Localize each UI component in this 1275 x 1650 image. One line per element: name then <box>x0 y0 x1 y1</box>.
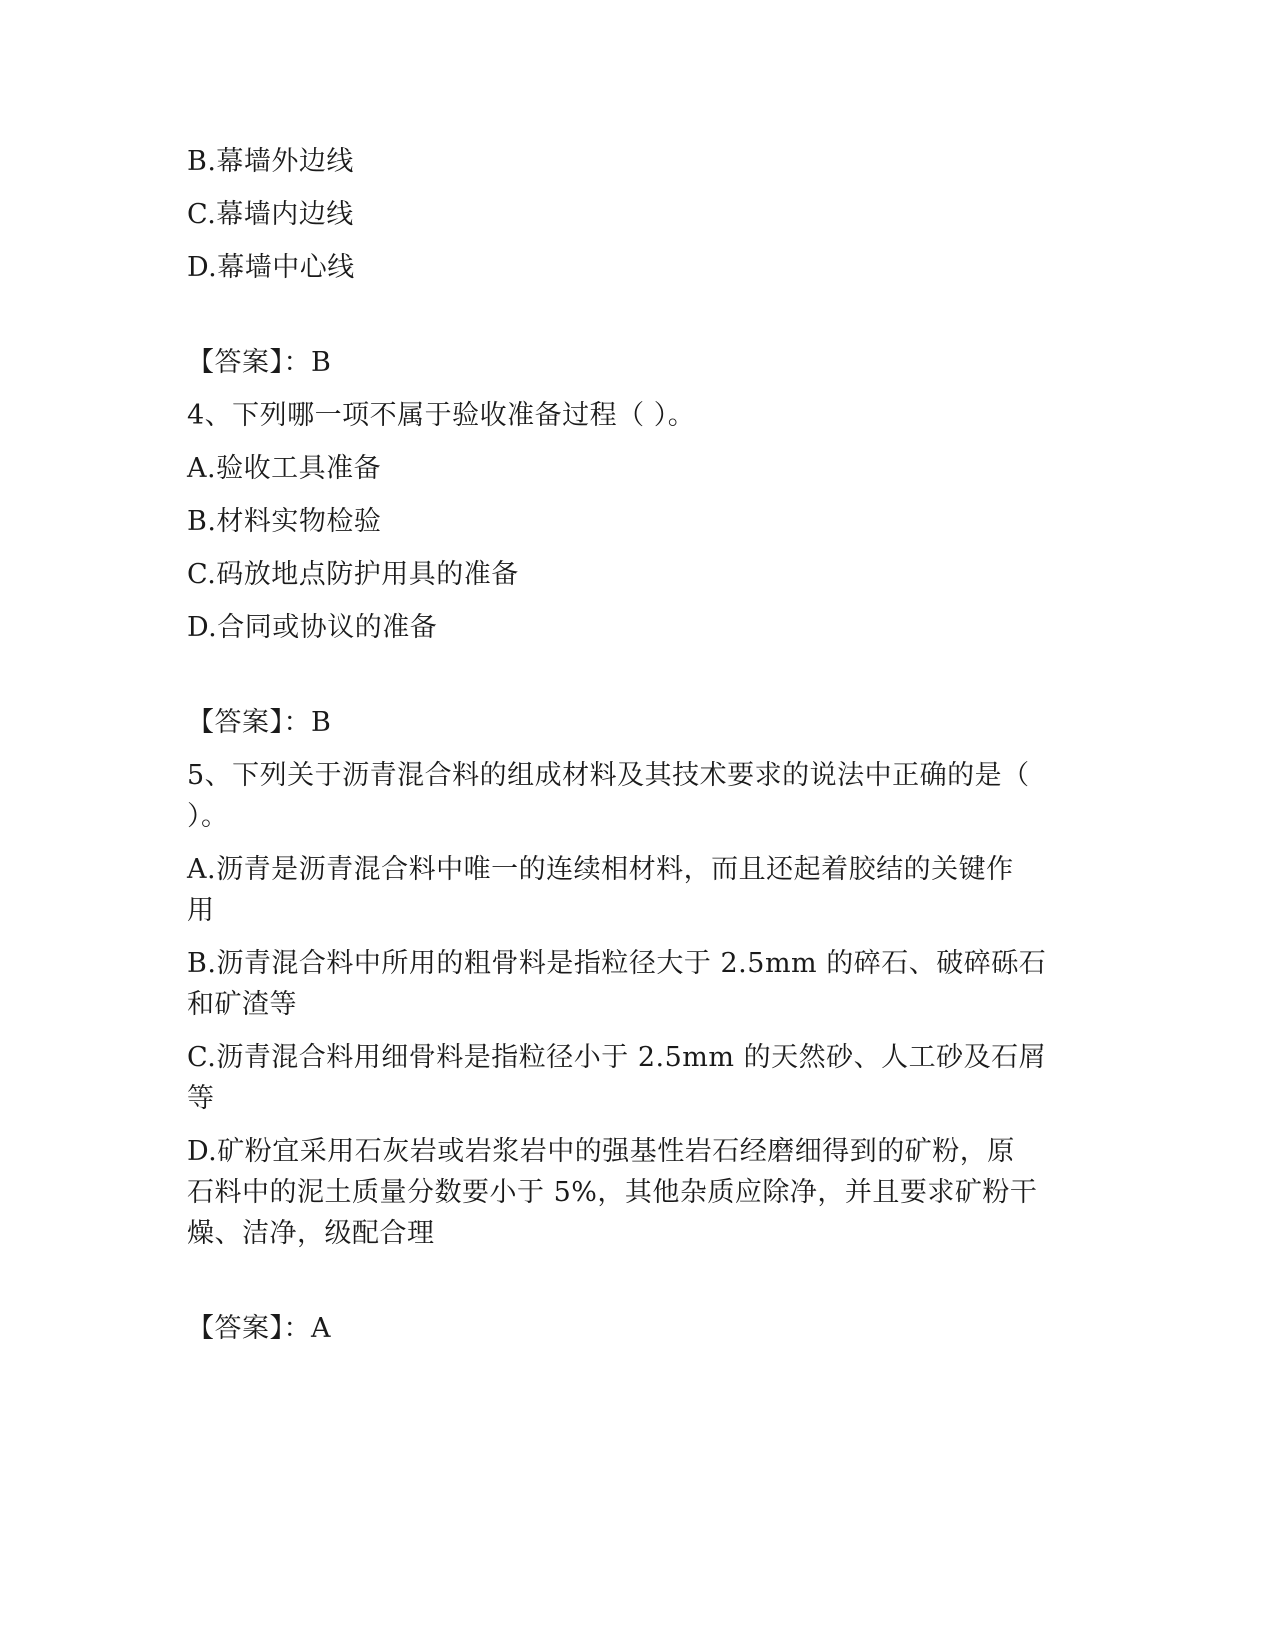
q5-option-b-line2: 和矿渣等 <box>187 989 297 1020</box>
q4-option-a: A.验收工具准备 <box>187 453 382 484</box>
q5-option-d-line2: 石料中的泥土质量分数要小于 5%，其他杂质应除净，并且要求矿粉干 <box>187 1177 1038 1208</box>
q5-option-a-line2: 用 <box>187 895 215 926</box>
q5-stem-line1: 5、下列关于沥青混合料的组成材料及其技术要求的说法中正确的是（ <box>187 760 1030 791</box>
q4-option-b: B.材料实物检验 <box>187 506 382 537</box>
q4-option-c: C.码放地点防护用具的准备 <box>187 559 519 590</box>
q5-option-d-line3: 燥、洁净，级配合理 <box>187 1218 435 1249</box>
q5-option-d-line1: D.矿粉宜采用石灰岩或岩浆岩中的强基性岩石经磨细得到的矿粉，原 <box>187 1136 1015 1167</box>
q5-option-c-line2: 等 <box>187 1083 215 1114</box>
q4-answer: 【答案】：B <box>187 707 332 738</box>
q4-option-d: D.合同或协议的准备 <box>187 612 438 643</box>
q3-answer: 【答案】：B <box>187 347 332 378</box>
q5-option-a-line1: A.沥青是沥青混合料中唯一的连续相材料，而且还起着胶结的关键作 <box>187 854 1014 885</box>
q3-option-b: B.幕墙外边线 <box>187 146 354 177</box>
q5-option-b-line1: B.沥青混合料中所用的粗骨料是指粒径大于 2.5mm 的碎石、破碎砾石 <box>187 948 1047 979</box>
q3-option-c: C.幕墙内边线 <box>187 199 354 230</box>
q5-option-c-line1: C.沥青混合料用细骨料是指粒径小于 2.5mm 的天然砂、人工砂及石屑 <box>187 1042 1047 1073</box>
q5-answer: 【答案】：A <box>187 1313 331 1344</box>
q4-stem: 4、下列哪一项不属于验收准备过程（ ）。 <box>187 400 696 431</box>
q5-stem-line2: ）。 <box>187 801 229 832</box>
q3-option-d: D.幕墙中心线 <box>187 252 355 283</box>
